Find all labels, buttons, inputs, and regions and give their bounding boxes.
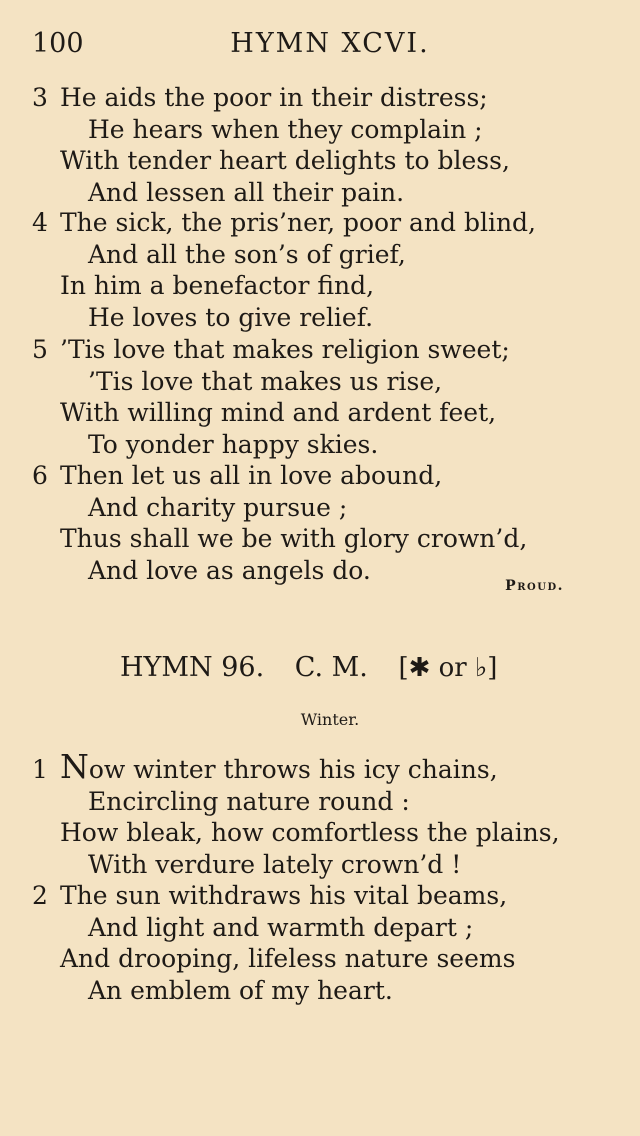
key-signature-mark: [✱ or ♭] bbox=[398, 653, 498, 683]
running-head bbox=[32, 28, 608, 68]
stanza-number: 4 bbox=[32, 208, 48, 237]
drop-cap: N bbox=[60, 747, 89, 786]
stanza-4 bbox=[32, 207, 592, 333]
stanza-line: He hears when they complain ; bbox=[88, 114, 483, 144]
stanza-line: And light and warmth depart ; bbox=[88, 912, 474, 942]
stanza-number: 3 bbox=[32, 83, 48, 112]
stanza-line bbox=[32, 334, 592, 366]
stanza-5 bbox=[32, 334, 592, 460]
stanza-line: To yonder happy skies. bbox=[88, 429, 379, 459]
stanza-line: And drooping, lifeless nature seems bbox=[60, 944, 516, 973]
stanza-line: How bleak, how comfortless the plains, bbox=[60, 818, 560, 847]
stanza-line: And charity pursue ; bbox=[88, 492, 348, 522]
hymn-subtitle: Winter. bbox=[300, 710, 360, 729]
hymn96-stanza-2 bbox=[32, 880, 592, 1006]
stanza-line: He loves to give relief. bbox=[88, 302, 374, 332]
hymn96-stanza-1 bbox=[32, 747, 592, 880]
page-number: 100 bbox=[32, 28, 84, 59]
stanza-line: With tender heart delights to bless, bbox=[60, 146, 510, 175]
stanza-line: With willing mind and ardent feet, bbox=[60, 398, 497, 427]
line-text: The sun withdraws his vital beams, bbox=[60, 881, 508, 910]
stanza-line bbox=[32, 747, 592, 786]
hymn-heading bbox=[120, 652, 519, 683]
running-title: HYMN XCVI. bbox=[230, 28, 430, 59]
stanza-number: 6 bbox=[32, 461, 48, 490]
stanza-3 bbox=[32, 82, 592, 208]
stanza-line bbox=[32, 880, 592, 912]
line-text: ’Tis love that makes religion sweet; bbox=[60, 335, 510, 364]
hymn-meter: C. M. bbox=[294, 652, 368, 683]
stanza-line: An emblem of my heart. bbox=[88, 975, 393, 1005]
hymn-title: HYMN 96. bbox=[120, 652, 265, 683]
stanza-number: 2 bbox=[32, 881, 48, 910]
stanza-line bbox=[32, 207, 592, 239]
stanza-line: And all the son’s of grief, bbox=[88, 239, 406, 269]
line-text: ow winter throws his icy chains, bbox=[88, 755, 498, 784]
line-text: He aids the poor in their distress; bbox=[60, 83, 488, 112]
author-attribution: Proud. bbox=[505, 578, 564, 594]
line-text: The sick, the pris’ner, poor and blind, bbox=[60, 208, 537, 237]
line-text: Then let us all in love abound, bbox=[60, 461, 443, 490]
stanza-line: Encircling nature round : bbox=[88, 786, 410, 816]
stanza-line: ’Tis love that makes us rise, bbox=[88, 366, 443, 396]
stanza-line: With verdure lately crown’d ! bbox=[88, 849, 462, 879]
stanza-line: And love as angels do. bbox=[88, 555, 371, 585]
stanza-line bbox=[32, 460, 592, 492]
stanza-line: In him a benefactor find, bbox=[60, 271, 375, 300]
stanza-6 bbox=[32, 460, 592, 586]
stanza-line: And lessen all their pain. bbox=[88, 177, 405, 207]
stanza-line bbox=[32, 82, 592, 114]
stanza-line: Thus shall we be with glory crown’d, bbox=[60, 524, 528, 553]
stanza-number: 1 bbox=[32, 755, 48, 784]
stanza-number: 5 bbox=[32, 335, 48, 364]
